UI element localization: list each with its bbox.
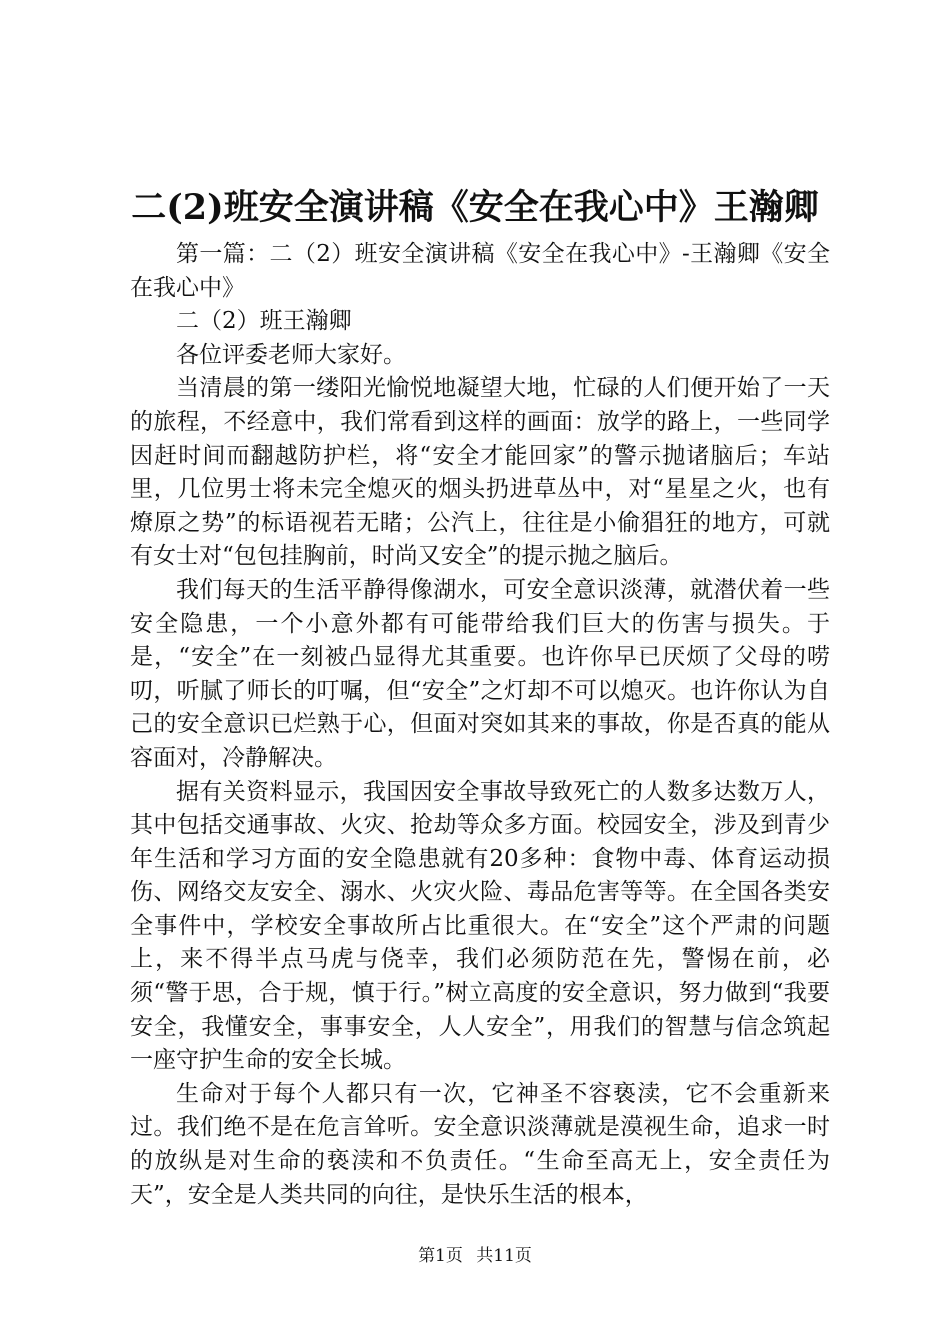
paragraph-intro: 第一篇：二（2）班安全演讲稿《安全在我心中》-王瀚卿《安全在我心中》: [130, 241, 830, 301]
paragraph: 生命对于每个人都只有一次，它神圣不容亵渎，它不会重新来过。我们绝不是在危言耸听。安全意识淡薄就是漠视生命，追求一时的放纵是对生命的亵渎和不负责任。“生命至高无上，安全责任为天”，安全是人类共同的向往，是快乐生活的根本，: [130, 1080, 830, 1208]
page-footer: [0, 1244, 950, 1268]
paragraph: 我们每天的生活平静得像湖水，可安全意识淡薄，就潜伏着一些安全隐患，一个小意外都有可能带给我们巨大的伤害与损失。于是，“安全”在一刻被凸显得尤其重要。也许你早已厌烦了父母的唠叨，听腻了师长的叮嘱，但“安全”之灯却不可以熄灭。也许你认为自己的安全意识已烂熟于心，但面对突如其来的事故，你是否真的能从容面对，冷静解决。: [130, 576, 830, 771]
page-number: 第1页: [418, 1246, 463, 1266]
paragraph: 据有关资料显示，我国因安全事故导致死亡的人数多达数万人，其中包括交通事故、火灾、抢劫等众多方面。校园安全，涉及到青少年生活和学习方面的安全隐患就有20多种：食物中毒、体育运动损伤、网络交友安全、溺水、火灾火险、毒品危害等等。在全国各类安全事件中，学校安全事故所占比重很大。在“安全”这个严肃的问题上，来不得半点马虎与侥幸，我们必须防范在先，警惕在前，必须“警于思，合于规，慎于行。”树立高度的安全意识，努力做到“我要安全，我懂安全，事事安全，人人安全”，用我们的智慧与信念筑起一座守护生命的安全长城。: [130, 778, 830, 1074]
paragraph: 当清晨的第一缕阳光愉悦地凝望大地，忙碌的人们便开始了一天的旅程，不经意中，我们常看到这样的画面：放学的路上，一些同学因赶时间而翻越防护栏，将“安全才能回家”的警示抛诸脑后；车站里，几位男士将未完全熄灭的烟头扔进草丛中，对“星星之火，也有燎原之势”的标语视若无睹；公汽上，往往是小偷猖狂的地方，可就有女士对“包包挂胸前，时尚又安全”的提示抛之脑后。: [130, 375, 830, 570]
document-title: 二(2)班安全演讲稿《安全在我心中》王瀚卿: [131, 187, 819, 228]
document-body: [130, 238, 830, 1212]
paragraph-greeting: 各位评委老师大家好。: [176, 341, 406, 368]
paragraph-author: 二（2）班王瀚卿: [176, 308, 352, 335]
page-total: 共11页: [476, 1246, 532, 1266]
